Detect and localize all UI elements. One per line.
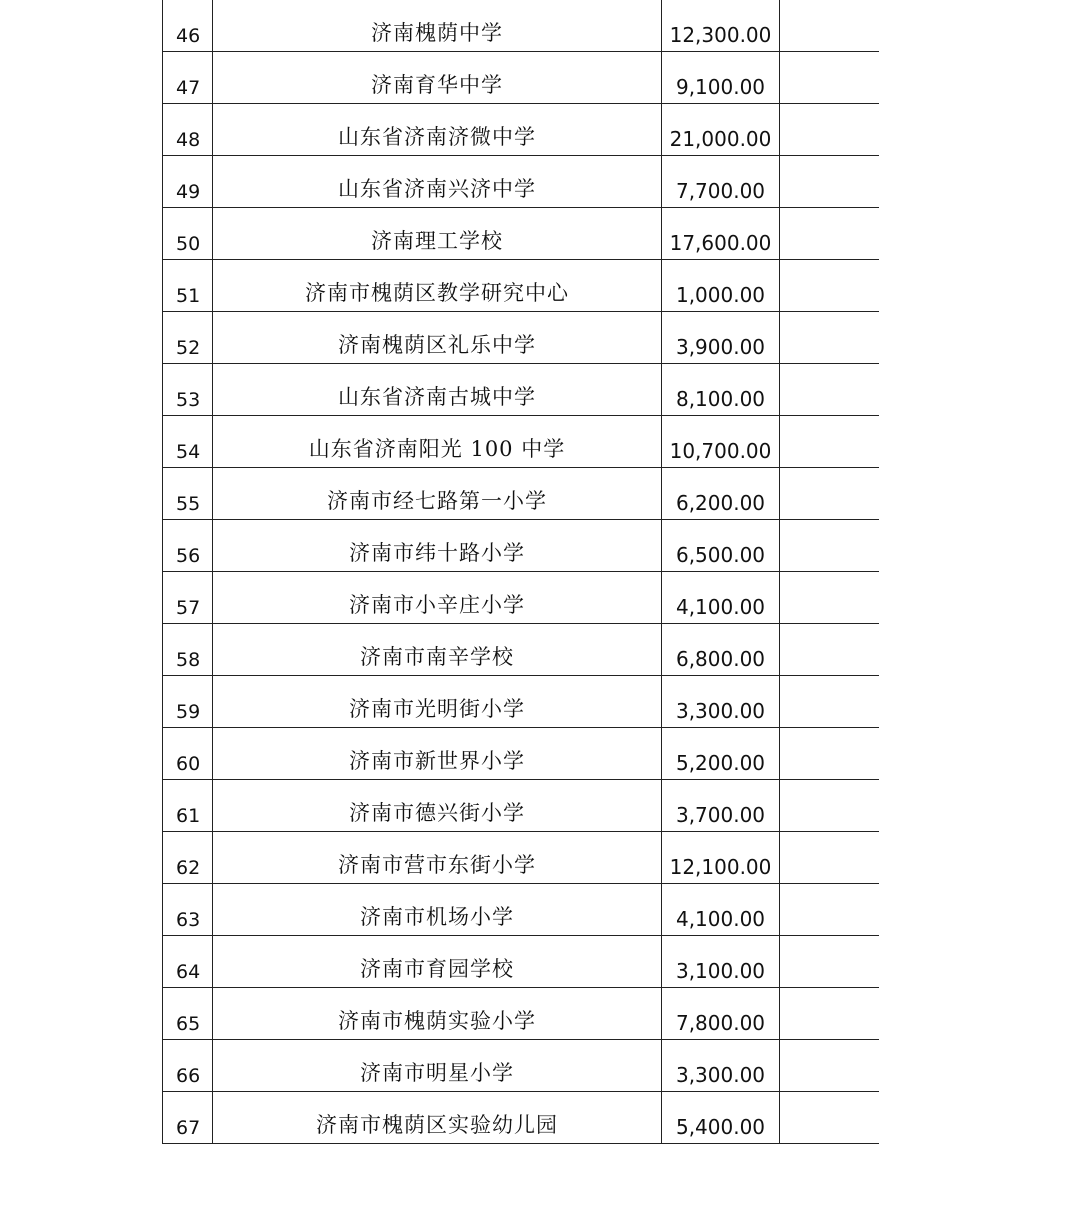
amount-cell: 7,800.00 — [662, 988, 780, 1040]
row-number-cell: 62 — [163, 832, 213, 884]
school-name-cell: 济南槐荫区礼乐中学 — [213, 312, 662, 364]
row-number-cell: 65 — [163, 988, 213, 1040]
table-row — [163, 0, 880, 52]
row-number-cell: 64 — [163, 936, 213, 988]
table-row — [163, 1040, 880, 1092]
table-row — [163, 520, 880, 572]
row-number-cell: 50 — [163, 208, 213, 260]
school-name-cell: 济南市机场小学 — [213, 884, 662, 936]
amount-cell: 10,700.00 — [662, 416, 780, 468]
row-number-cell: 57 — [163, 572, 213, 624]
amount-cell: 1,000.00 — [662, 260, 780, 312]
row-number-cell: 56 — [163, 520, 213, 572]
note-cell — [780, 988, 880, 1040]
note-cell — [780, 884, 880, 936]
amount-cell: 4,100.00 — [662, 572, 780, 624]
row-number-cell: 46 — [163, 0, 213, 52]
school-name-cell: 山东省济南阳光 100 中学 — [213, 416, 662, 468]
table-body — [163, 0, 880, 1144]
amount-cell: 9,100.00 — [662, 52, 780, 104]
note-cell — [780, 208, 880, 260]
note-cell — [780, 572, 880, 624]
note-cell — [780, 0, 880, 52]
amount-cell: 5,200.00 — [662, 728, 780, 780]
row-number-cell: 48 — [163, 104, 213, 156]
table-row — [163, 312, 880, 364]
row-number-cell: 60 — [163, 728, 213, 780]
table-row — [163, 416, 880, 468]
row-number-cell: 66 — [163, 1040, 213, 1092]
amount-cell: 12,100.00 — [662, 832, 780, 884]
note-cell — [780, 832, 880, 884]
note-cell — [780, 1092, 880, 1144]
row-number-cell: 52 — [163, 312, 213, 364]
amount-cell: 7,700.00 — [662, 156, 780, 208]
school-name-cell: 济南理工学校 — [213, 208, 662, 260]
school-name-cell: 济南育华中学 — [213, 52, 662, 104]
amount-cell: 8,100.00 — [662, 364, 780, 416]
school-name-cell: 济南市营市东街小学 — [213, 832, 662, 884]
note-cell — [780, 1040, 880, 1092]
amount-cell: 3,300.00 — [662, 1040, 780, 1092]
note-cell — [780, 468, 880, 520]
row-number-cell: 49 — [163, 156, 213, 208]
note-cell — [780, 312, 880, 364]
table-row — [163, 1092, 880, 1144]
school-name-cell: 济南槐荫中学 — [213, 0, 662, 52]
note-cell — [780, 936, 880, 988]
note-cell — [780, 416, 880, 468]
amount-cell: 17,600.00 — [662, 208, 780, 260]
table-row — [163, 364, 880, 416]
row-number-cell: 53 — [163, 364, 213, 416]
amount-cell: 6,500.00 — [662, 520, 780, 572]
amount-cell: 6,800.00 — [662, 624, 780, 676]
row-number-cell: 54 — [163, 416, 213, 468]
note-cell — [780, 52, 880, 104]
note-cell — [780, 260, 880, 312]
table-row — [163, 936, 880, 988]
table-row — [163, 728, 880, 780]
school-name-cell: 济南市育园学校 — [213, 936, 662, 988]
row-number-cell: 59 — [163, 676, 213, 728]
allocation-table — [162, 0, 879, 1144]
school-name-cell: 济南市明星小学 — [213, 1040, 662, 1092]
amount-cell: 6,200.00 — [662, 468, 780, 520]
row-number-cell: 61 — [163, 780, 213, 832]
row-number-cell: 51 — [163, 260, 213, 312]
note-cell — [780, 624, 880, 676]
note-cell — [780, 520, 880, 572]
school-name-cell: 山东省济南古城中学 — [213, 364, 662, 416]
table-row — [163, 260, 880, 312]
note-cell — [780, 104, 880, 156]
school-name-cell: 山东省济南济微中学 — [213, 104, 662, 156]
table-row — [163, 104, 880, 156]
school-name-cell: 济南市新世界小学 — [213, 728, 662, 780]
school-name-cell: 山东省济南兴济中学 — [213, 156, 662, 208]
amount-cell: 12,300.00 — [662, 0, 780, 52]
school-name-cell: 济南市槐荫实验小学 — [213, 988, 662, 1040]
school-name-cell: 济南市纬十路小学 — [213, 520, 662, 572]
row-number-cell: 47 — [163, 52, 213, 104]
note-cell — [780, 156, 880, 208]
table-row — [163, 988, 880, 1040]
school-name-cell: 济南市小辛庄小学 — [213, 572, 662, 624]
school-name-cell: 济南市光明街小学 — [213, 676, 662, 728]
school-name-cell: 济南市德兴街小学 — [213, 780, 662, 832]
table-row — [163, 624, 880, 676]
note-cell — [780, 364, 880, 416]
table-row — [163, 208, 880, 260]
table-row — [163, 52, 880, 104]
allocation-table-container — [162, 0, 879, 1217]
table-row — [163, 780, 880, 832]
school-name-cell: 济南市槐荫区实验幼儿园 — [213, 1092, 662, 1144]
amount-cell: 3,300.00 — [662, 676, 780, 728]
school-name-cell: 济南市经七路第一小学 — [213, 468, 662, 520]
note-cell — [780, 676, 880, 728]
row-number-cell: 58 — [163, 624, 213, 676]
row-number-cell: 63 — [163, 884, 213, 936]
table-row — [163, 468, 880, 520]
amount-cell: 3,100.00 — [662, 936, 780, 988]
amount-cell: 21,000.00 — [662, 104, 780, 156]
school-name-cell: 济南市槐荫区教学研究中心 — [213, 260, 662, 312]
amount-cell: 5,400.00 — [662, 1092, 780, 1144]
amount-cell: 3,900.00 — [662, 312, 780, 364]
table-row — [163, 572, 880, 624]
table-row — [163, 676, 880, 728]
note-cell — [780, 780, 880, 832]
row-number-cell: 67 — [163, 1092, 213, 1144]
table-row — [163, 832, 880, 884]
amount-cell: 3,700.00 — [662, 780, 780, 832]
school-name-cell: 济南市南辛学校 — [213, 624, 662, 676]
table-row — [163, 156, 880, 208]
amount-cell: 4,100.00 — [662, 884, 780, 936]
table-row — [163, 884, 880, 936]
row-number-cell: 55 — [163, 468, 213, 520]
note-cell — [780, 728, 880, 780]
